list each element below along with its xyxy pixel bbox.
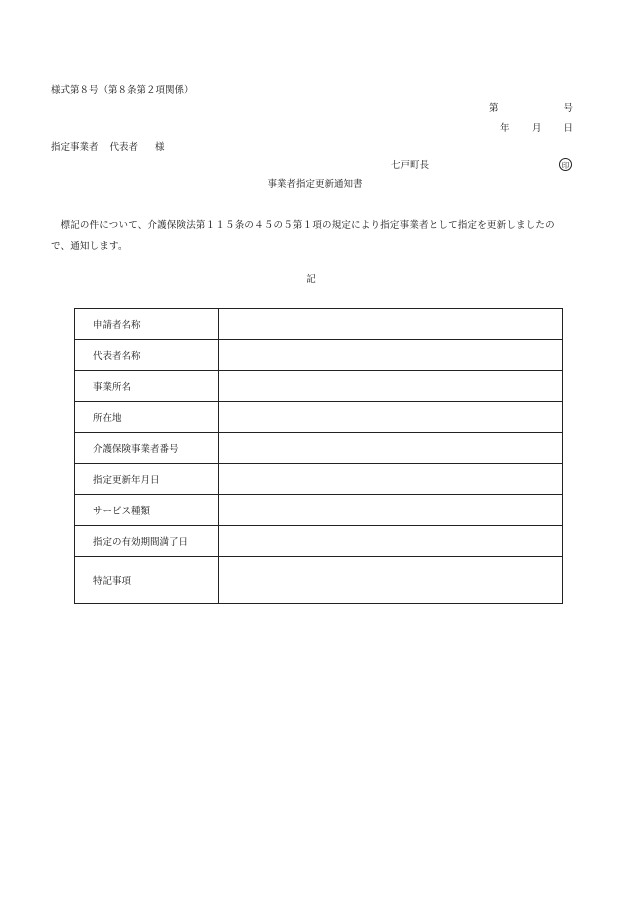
table-row — [75, 526, 563, 557]
designated-operator-label: 指定事業者 — [51, 142, 99, 153]
table-row — [75, 402, 563, 433]
issue-number-line — [489, 104, 573, 116]
row-label-expiry-date: 指定の有効期間満了日 — [75, 526, 219, 557]
row-label-service-type: サービス種類 — [75, 495, 219, 526]
row-label-special-notes: 特記事項 — [75, 557, 219, 604]
issuer-name: 七戸町長 — [391, 160, 430, 171]
table-row — [75, 309, 563, 340]
date-year: 年 — [500, 123, 510, 134]
date-month: 月 — [532, 123, 542, 134]
row-value-applicant-name[interactable] — [219, 309, 563, 340]
addressee-line — [51, 143, 165, 153]
row-label-office-name: 事業所名 — [75, 371, 219, 402]
table-row — [75, 340, 563, 371]
document-title: 事業者指定更新通知書 — [267, 179, 363, 190]
row-value-provider-number[interactable] — [219, 433, 563, 464]
row-label-applicant-name: 申請者名称 — [75, 309, 219, 340]
details-table — [74, 308, 563, 604]
row-value-service-type[interactable] — [219, 495, 563, 526]
seal-icon: 印 — [559, 158, 572, 171]
table-row — [75, 464, 563, 495]
row-value-address[interactable] — [219, 402, 563, 433]
table-row — [75, 495, 563, 526]
row-value-special-notes[interactable] — [219, 557, 563, 604]
form-number: 様式第８号（第８条第２項関係） — [51, 85, 194, 96]
row-label-renewal-date: 指定更新年月日 — [75, 464, 219, 495]
issue-number-prefix: 第 — [489, 103, 499, 114]
date-day: 日 — [563, 123, 573, 134]
table-row — [75, 433, 563, 464]
row-value-office-name[interactable] — [219, 371, 563, 402]
row-value-expiry-date[interactable] — [219, 526, 563, 557]
row-label-provider-number: 介護保険事業者番号 — [75, 433, 219, 464]
issue-number-suffix: 号 — [563, 103, 573, 114]
honorific: 様 — [155, 142, 165, 153]
table-row — [75, 557, 563, 604]
table-row — [75, 371, 563, 402]
row-label-address: 所在地 — [75, 402, 219, 433]
body-text: 標記の件について、介護保険法第１１５条の４５の５第１項の規定により指定事業者として指定を更新しましたので、通知します。 — [51, 220, 555, 252]
row-value-renewal-date[interactable] — [219, 464, 563, 495]
representative-label: 代表者 — [109, 142, 139, 153]
ki-label: 記 — [306, 274, 316, 285]
row-value-representative-name[interactable] — [219, 340, 563, 371]
date-line — [500, 124, 573, 136]
row-label-representative-name: 代表者名称 — [75, 340, 219, 371]
